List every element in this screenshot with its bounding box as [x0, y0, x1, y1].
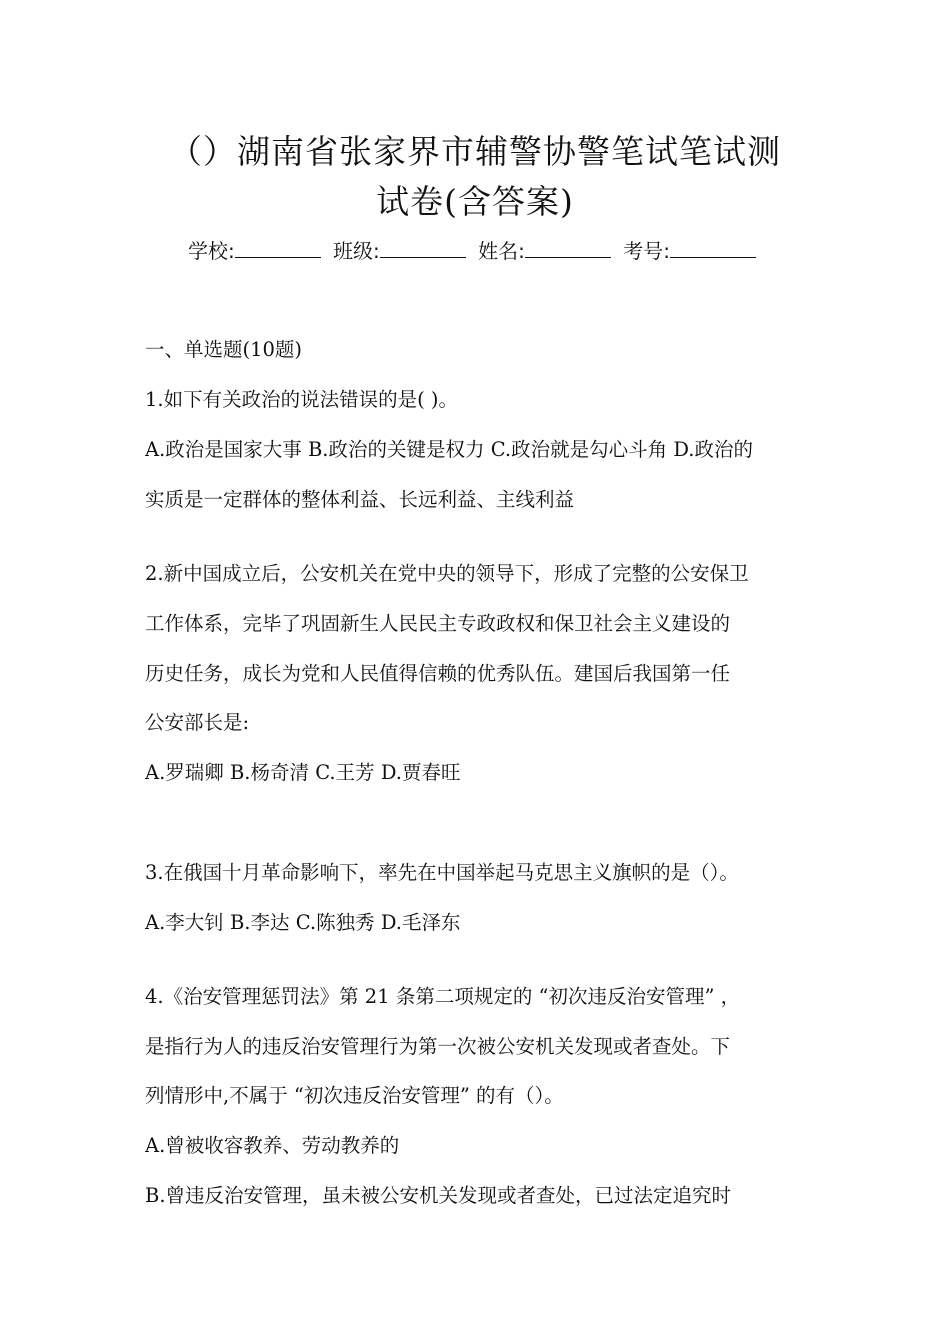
school-blank — [235, 256, 321, 258]
question-4-option-a: A.曾被收容教养、劳动教养的 — [145, 1134, 400, 1157]
question-1-stem: 1.如下有关政治的说法错误的是( )。 — [145, 388, 459, 411]
exam-number-blank — [670, 256, 756, 258]
name-blank — [525, 256, 611, 258]
question-2-options: A.罗瑞卿 B.杨奇清 C.王芳 D.贾春旺 — [145, 761, 461, 784]
question-3-stem: 3.在俄国十月革命影响下，率先在中国举起马克思主义旗帜的是（）。 — [145, 861, 739, 884]
question-2-stem-line-1: 2.新中国成立后，公安机关在党中央的领导下，形成了完整的公安保卫 — [145, 562, 749, 585]
class-label: 班级: — [333, 239, 380, 263]
question-2-stem-line-3: 历史任务，成长为党和人民值得信赖的优秀队伍。建国后我国第一任 — [145, 662, 731, 685]
question-4-stem-line-1: 4.《治安管理惩罚法》第 21 条第二项规定的 “初次违反治安管理” ， — [145, 985, 741, 1008]
exam-number-label: 考号: — [623, 239, 671, 263]
question-2-stem-line-2: 工作体系，完毕了巩固新生人民民主专政政权和保卫社会主义建设的 — [145, 612, 731, 635]
school-label: 学校: — [187, 239, 235, 263]
section-heading: 一、单选题(10题) — [145, 338, 303, 361]
class-blank — [380, 256, 466, 258]
exam-title-line-2: 试卷(含答案) — [376, 182, 574, 221]
exam-title-line-1: （）湖南省张家界市辅警协警笔试笔试测 — [169, 132, 781, 171]
question-4-stem-line-2: 是指行为人的违反治安管理行为第一次被公安机关发现或者查处。下 — [145, 1035, 731, 1058]
name-label: 姓名: — [478, 239, 525, 263]
question-2-stem-line-4: 公安部长是: — [145, 711, 250, 734]
question-4-stem-line-3: 列情形中,不属于 “初次违反治安管理” 的有（）。 — [145, 1084, 564, 1107]
question-3-options: A.李大钊 B.李达 C.陈独秀 D.毛泽东 — [145, 911, 461, 934]
question-1-options-cont: 实质是一定群体的整体利益、长远利益、主线利益 — [145, 488, 575, 511]
question-4-option-b: B.曾违反治安管理，虽未被公安机关发现或者查处，已过法定追究时 — [145, 1184, 732, 1207]
student-info-line — [100, 232, 850, 270]
question-1-options: A.政治是国家大事 B.政治的关键是权力 C.政治就是勾心斗角 D.政治的 — [145, 438, 753, 461]
